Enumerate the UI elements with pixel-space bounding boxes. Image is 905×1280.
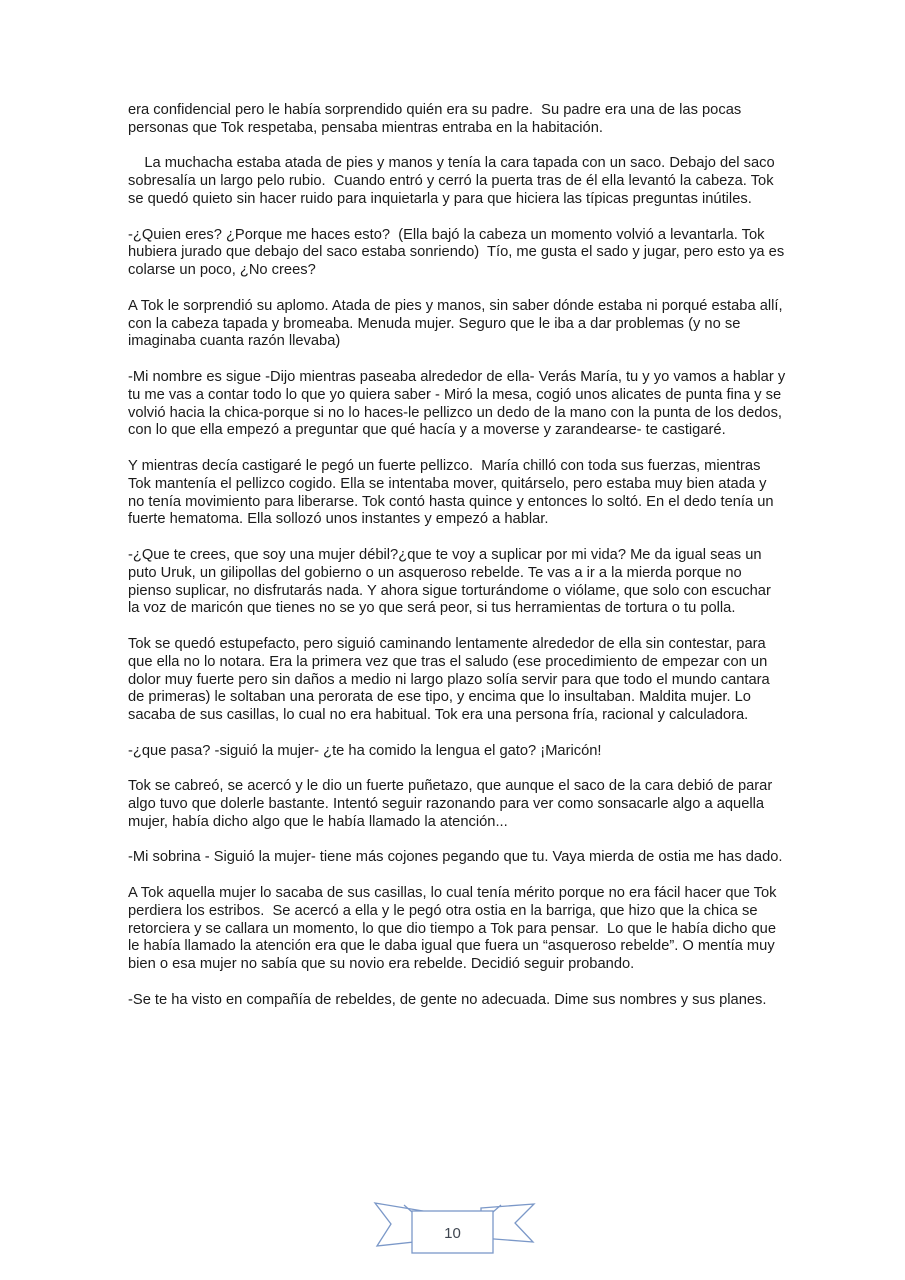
paragraph: -¿Quien eres? ¿Porque me haces esto? (Ella bajó la cabeza un momento volvió a levantarla. Tok hubiera jurado que debajo del saco estaba sonriendo) Tío, me gusta el sado y jugar, pero esto ya es colarse un poco, ¿No crees? [128, 226, 789, 279]
ribbon-banner-icon [371, 1200, 537, 1258]
paragraph: -Mi nombre es sigue -Dijo mientras paseaba alrededor de ella- Verás María, tu y yo vamos a hablar y tu me vas a contar todo lo que yo quiera saber - Miró la mesa, cogió unos alicates de punta fina y se volvió hacia la chica-porque si no lo haces-le pellizco un dedo de la mano con la punta de los dedos, con lo que ella empezó a preguntar que qué hacía y a moverse y zarandearse- te castigaré. [128, 368, 790, 439]
paragraph: era confidencial pero le había sorprendido quién era su padre. Su padre era una de las pocas personas que Tok respetaba, pensaba mientras entraba en la habitación. [128, 102, 746, 136]
paragraph: Y mientras decía castigaré le pegó un fuerte pellizco. María chilló con toda sus fuerzas, mientras Tok mantenía el pellizco cogido. Ella se intentaba mover, quitárselo, pero estaba muy bien atada y no tenía movimiento para liberarse. Tok contó hasta quince y entonces lo soltó. En el dedo tenía un fuerte hematoma. Ella sollozó unos instantes y empezó a hablar. [128, 457, 778, 528]
paragraph: Tok se quedó estupefacto, pero siguió caminando lentamente alrededor de ella sin contestar, para que ella no lo notara. Era la primera vez que tras el saludo (ese procedimiento de empezar con un dolor muy fuerte pero sin daños a medio ni largo plazo solía servir para que todo el mundo cantara de primeras) le soltaban una perorata de ese tipo, y encima que lo insultaban. Maldita mujer. Lo sacaba de sus casillas, lo cual no era habitual. Tok era una persona fría, racional y calculadora. [128, 635, 774, 724]
paragraph: Tok se cabreó, se acercó y le dio un fuerte puñetazo, que aunque el saco de la cara debió de parar algo tuvo que dolerle bastante. Intentó seguir razonando para ver como sonsacarle algo a aquella mujer, había dicho algo que le había llamado la atención... [128, 778, 777, 830]
paragraph: -¿que pasa? -siguió la mujer- ¿te ha comido la lengua el gato? ¡Maricón! [128, 742, 602, 759]
paragraph: La muchacha estaba atada de pies y manos y tenía la cara tapada con un saco. Debajo del saco sobresalía un largo pelo rubio. Cuando entró y cerró la puerta tras de él ella levantó la cabeza. Tok se quedó quieto sin hacer ruido para inquietarla y para que hiciera las típicas preguntas inútiles. [128, 155, 779, 207]
paragraph: -¿Que te crees, que soy una mujer débil?¿que te voy a suplicar por mi vida? Me da igual seas un puto Uruk, un gilipollas del gobierno o un asqueroso rebelde. Te vas a ir a la mierda porque no pienso suplicar, no disfrutarás nada. Y ahora sigue torturándome o viólame, que solo con escuchar la voz de maricón que tienes no se yo que será peor, si tus herramientas de tortura o tu polla. [128, 546, 775, 617]
text-column [128, 102, 790, 1027]
page-footer [371, 1200, 537, 1258]
page-number: 10 [444, 1225, 461, 1242]
paragraph: -Se te ha visto en compañía de rebeldes, de gente no adecuada. Dime sus nombres y sus planes. [128, 991, 767, 1008]
paragraph: -Mi sobrina - Siguió la mujer- tiene más cojones pegando que tu. Vaya mierda de ostia me has dado. [128, 849, 783, 866]
paragraph: A Tok aquella mujer lo sacaba de sus casillas, lo cual tenía mérito porque no era fácil hacer que Tok perdiera los estribos. Se acercó a ella y le pegó otra ostia en la barriga, que hizo que la chica se retorciera y se callara un momento, lo que dio tiempo a Tok para pensar. Lo que le había dicho que le había llamado la atención era que le daba igual que fuera un “asqueroso rebelde”. O mentía muy bien o esa mujer no sabía que su novio era rebelde. Decidió seguir probando. [128, 885, 781, 973]
paragraph: A Tok le sorprendió su aplomo. Atada de pies y manos, sin saber dónde estaba ni porqué estaba allí, con la cabeza tapada y bromeaba. Menuda mujer. Seguro que le iba a dar problemas (y no se imaginaba cuanta razón llevaba) [128, 297, 787, 350]
